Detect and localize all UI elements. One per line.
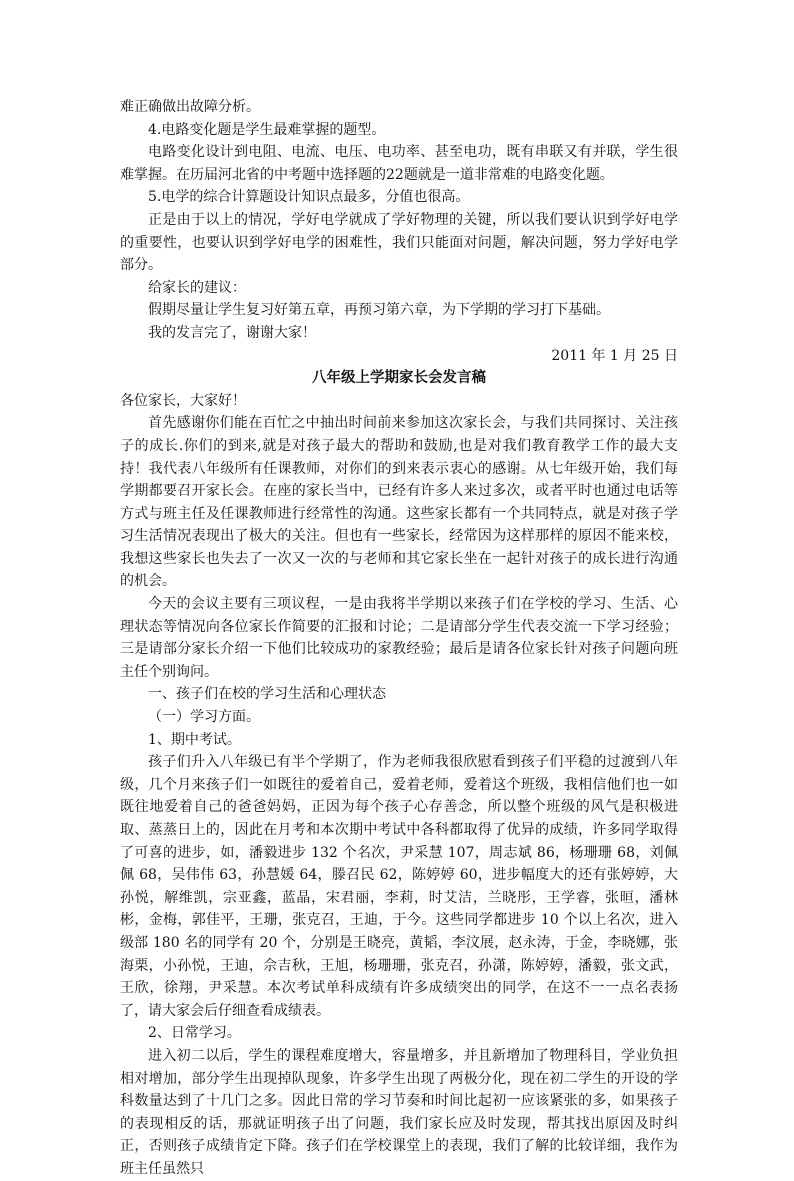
body-paragraph: 2、日常学习。 — [148, 1025, 241, 1042]
body-paragraph: 4.电路变化题是学生最难掌握的题型。 — [148, 121, 386, 138]
salutation: 各位家长，大家好！ — [120, 392, 246, 409]
body-paragraph: 假期尽量让学生复习好第五章，再预习第六章，为下学期的学习打下基础。 — [148, 302, 610, 319]
body-paragraph: 我的发言完了，谢谢大家！ — [148, 324, 316, 341]
body-paragraph: 难正确做出故障分析。 — [120, 99, 260, 115]
body-paragraph: 正是由于以上的情况，学好电学就成了学好物理的关键，所以我们要认识到学好电学的重要性，也要认识到学好电学的困难性，我们只能面对问题，解决问题，努力学好电学部分。 — [120, 211, 678, 274]
body-paragraph: 进入初二以后，学生的课程难度增大，容量增多，并且新增加了物理科目，学业负担相对增加，部分学生出现掉队现象，许多学生出现了两极分化，现在初二学生的开设的学科数量达到了十几门之多。因此日常的学习节奏和时间比起初一应该紧张的多，如果孩子的表现相反的话，那就证明孩子出了问题，我们家长应及时发现，帮其找出原因及时纠正，否则孩子成绩肯定下降。孩子们在学校课堂上的表现，我们了解的比较详细，我作为班主任虽然只 — [120, 1047, 678, 1177]
body-paragraph: 1、期中考试。 — [148, 731, 241, 748]
body-paragraph: （一）学习方面。 — [148, 709, 260, 726]
body-paragraph: 电路变化设计到电阻、电流、电压、电功率、甚至电功，既有串联又有并联，学生很难掌握。在历届河北省的中考题中选择题的22题就是一道非常难的电路变化题。 — [120, 144, 678, 183]
body-paragraph: 给家长的建议： — [148, 279, 246, 296]
section-title: 八年级上学期家长会发言稿 — [312, 369, 486, 387]
date-line: 2011 年 1 月 25 日 — [551, 347, 678, 364]
body-paragraph: 一、孩子们在校的学习生活和心理状态 — [148, 686, 386, 703]
body-paragraph: 孩子们升入八年级已有半个学期了，作为老师我很欣慰看到孩子们平稳的过渡到八年级，几个月来孩子们一如既往的爱着自己，爱着老师，爱着这个班级，我相信他们也一如既往地爱着自己的爸爸妈妈，正因为每个孩子心存善念，所以整个班级的风气是积极进取、蒸蒸日上的，因此在月考和本次期中考试中各科都取得了优异的成绩，许多同学取得了可喜的进步，如，潘毅进步 132 个名次，尹采慧 107，周志斌 86，杨珊珊 68，刘佩佩 68，吴伟伟 63，孙慧媛 64，滕召民 62，陈婷婷 60，进步幅度大的还有张婷婷，大孙悦，解维凯，宗亚鑫，蓝晶，宋君丽，李莉，时艾洁，兰晓彤，王学睿，张晅，潘林彬，金梅，郭佳平，王珊，张克召，王迪，于今。这些同学都进步 10 个以上名次，进入级部 180 名的同学有 20 个，分别是王晓亮，黄韬，李汶展，赵永涛，于金，李晓娜，张海栗，小孙悦，王迪，佘吉秋，王旭，杨珊珊，张克召，孙潇，陈婷婷，潘毅，张文武，王欣，徐翔，尹采慧。本次考试单科成绩有许多成绩突出的同学，在这不一一点名表扬了，请大家会后仔细查看成绩表。 — [120, 754, 678, 1019]
body-paragraph: 首先感谢你们能在百忙之中抽出时间前来参加这次家长会，与我们共同探讨、关注孩子的成长.你们的到来,就是对孩子最大的帮助和鼓励,也是对我们教育教学工作的最大支持！我代表八年级所有任课教师，对你们的到来表示衷心的感谢。从七年级开始，我们每学期都要召开家长会。在座的家长当中，已经有许多人来过多次，或者平时也通过电话等方式与班主任及任课教师进行经常性的沟通。这些家长都有一个共同特点，就是对孩子学习生活情况表现出了极大的关注。但也有一些家长，经常因为这样那样的原因不能来校，我想这些家长也失去了一次又一次的与老师和其它家长坐在一起针对孩子的成长进行沟通的机会。 — [120, 415, 678, 590]
body-paragraph: 5.电学的综合计算题设计知识点最多，分值也很高。 — [148, 189, 470, 206]
body-paragraph: 今天的会议主要有三项议程，一是由我将半学期以来孩子们在学校的学习、生活、心理状态等情况向各位家长作简要的汇报和讨论；二是请部分学生代表交流一下学习经验；三是请部分家长介绍一下他们比较成功的家教经验；最后是请各位家长针对孩子问题向班主任个别询问。 — [120, 596, 678, 680]
document-text — [120, 96, 678, 1181]
